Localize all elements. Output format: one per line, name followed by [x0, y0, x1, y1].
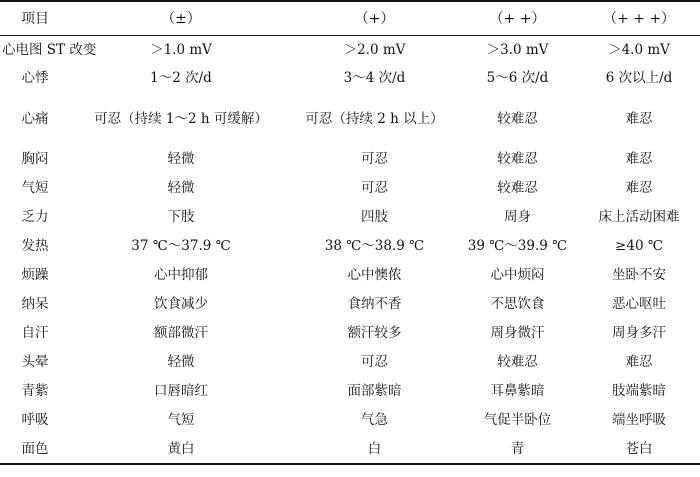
header-grade-double-plus: （+ +）: [457, 1, 578, 35]
table-row: [0, 174, 700, 203]
row-label: 自汗: [21, 325, 49, 342]
table-cell: 38 ℃～38.9 ℃: [324, 238, 425, 255]
table-cell: 较难忍: [497, 151, 538, 168]
table-cell: 6 次以上/d: [605, 70, 673, 87]
row-label: 气短: [21, 180, 49, 197]
table-cell: 难忍: [625, 180, 653, 197]
table-cell: 床上活动困难: [598, 209, 680, 226]
table-cell: 可忍（持续 2 h 以上）: [305, 110, 444, 127]
table-cell: 较难忍: [497, 180, 538, 197]
table-cell: 轻微: [167, 180, 195, 197]
table-cell: 饮食减少: [154, 296, 208, 313]
table-cell: 较难忍: [497, 110, 538, 127]
table-cell: 不思饮食: [490, 296, 545, 313]
table-cell: 周身微汗: [490, 325, 545, 342]
table-row: [0, 93, 700, 145]
table-cell: 3～4 次/d: [343, 70, 406, 87]
table-cell: ＞3.0 mV: [486, 41, 549, 58]
table-cell: 39 ℃～39.9 ℃: [467, 238, 568, 255]
table-header: [0, 1, 700, 35]
header-grade-plus: （+）: [292, 1, 457, 35]
table-cell: 1～2 次/d: [150, 70, 212, 87]
table-body: [0, 35, 700, 464]
table-cell: 气促半卧位: [483, 412, 552, 429]
table-cell: ＞4.0 mV: [608, 41, 670, 58]
table-cell: 气急: [361, 412, 388, 429]
table-cell: ＞2.0 mV: [343, 41, 406, 58]
header-grade-plus-minus: （±）: [70, 1, 292, 35]
table-cell: 难忍: [625, 110, 653, 127]
table-row: [0, 145, 700, 174]
table-cell: 恶心呕吐: [612, 296, 666, 313]
row-label: 发热: [21, 238, 49, 255]
row-label: 头晕: [21, 354, 49, 371]
table-cell: 四肢: [361, 209, 388, 226]
table-cell: 白: [292, 435, 457, 464]
table-cell: 轻微: [167, 151, 195, 168]
table-cell: 口唇暗红: [154, 383, 208, 400]
table-cell: 周身多汗: [612, 325, 666, 342]
table-cell: 下肢: [167, 209, 195, 226]
table-cell: 可忍: [361, 151, 388, 168]
table-cell: 气短: [167, 412, 195, 429]
row-label: 胸闷: [21, 151, 49, 168]
table-cell-text: 可忍（持续 1～2 h 可缓解）: [94, 110, 268, 127]
table-cell: 周身: [504, 209, 531, 226]
table-cell: 青: [457, 435, 578, 464]
table-row: [0, 290, 700, 319]
row-label: 面色: [0, 435, 70, 464]
header-row: [0, 1, 700, 35]
header-grade-triple-plus: （+ + +）: [578, 1, 700, 35]
table-cell: 额部微汗: [154, 325, 208, 342]
table-row: [0, 348, 700, 377]
table-row: [0, 377, 700, 406]
table-cell: ＞1.0 mV: [150, 41, 212, 58]
table-row: [0, 435, 700, 464]
table-row: [0, 406, 700, 435]
table-row: [0, 203, 700, 232]
table-cell: 苍白: [578, 435, 700, 464]
table-cell: 端坐呼吸: [612, 412, 666, 429]
row-label: 乏力: [21, 209, 49, 226]
table-row: [0, 64, 700, 93]
table-row: [0, 261, 700, 290]
table-cell: ≥40 ℃: [615, 238, 663, 255]
table-cell: 黄白: [70, 435, 292, 464]
table-row: [0, 35, 700, 64]
table-cell: 面部紫暗: [347, 383, 402, 400]
row-label: 心电图 ST 改变: [2, 41, 97, 58]
table-cell: 可忍: [361, 180, 388, 197]
table-cell: 可忍: [361, 354, 388, 371]
table-cell: 耳鼻紫暗: [490, 383, 545, 400]
table-cell: 轻微: [167, 354, 195, 371]
table-cell: 较难忍: [497, 354, 538, 371]
table-cell: 额汗较多: [347, 325, 402, 342]
row-label: 心痛: [21, 110, 49, 127]
row-label: 烦躁: [21, 267, 49, 284]
row-label: 呼吸: [21, 412, 49, 429]
table-cell: [70, 93, 292, 145]
row-label: 纳呆: [21, 296, 49, 313]
table-cell: 37 ℃～37.9 ℃: [131, 238, 231, 255]
header-item: 项目: [0, 1, 70, 35]
table-row: [0, 319, 700, 348]
table-cell: 5～6 次/d: [486, 70, 549, 87]
row-label: 青紫: [21, 383, 49, 400]
table-row: [0, 232, 700, 261]
table-cell: 心中烦闷: [490, 267, 545, 284]
table-cell: 肢端紫暗: [612, 383, 666, 400]
table-cell: 难忍: [625, 354, 653, 371]
table-cell: 食纳不香: [347, 296, 402, 313]
table-cell: 难忍: [625, 151, 653, 168]
table-cell: 坐卧不安: [612, 267, 666, 284]
table-cell: 心中懊侬: [347, 267, 402, 284]
row-label: 心悸: [21, 70, 49, 87]
table-cell: 心中抑郁: [154, 267, 208, 284]
